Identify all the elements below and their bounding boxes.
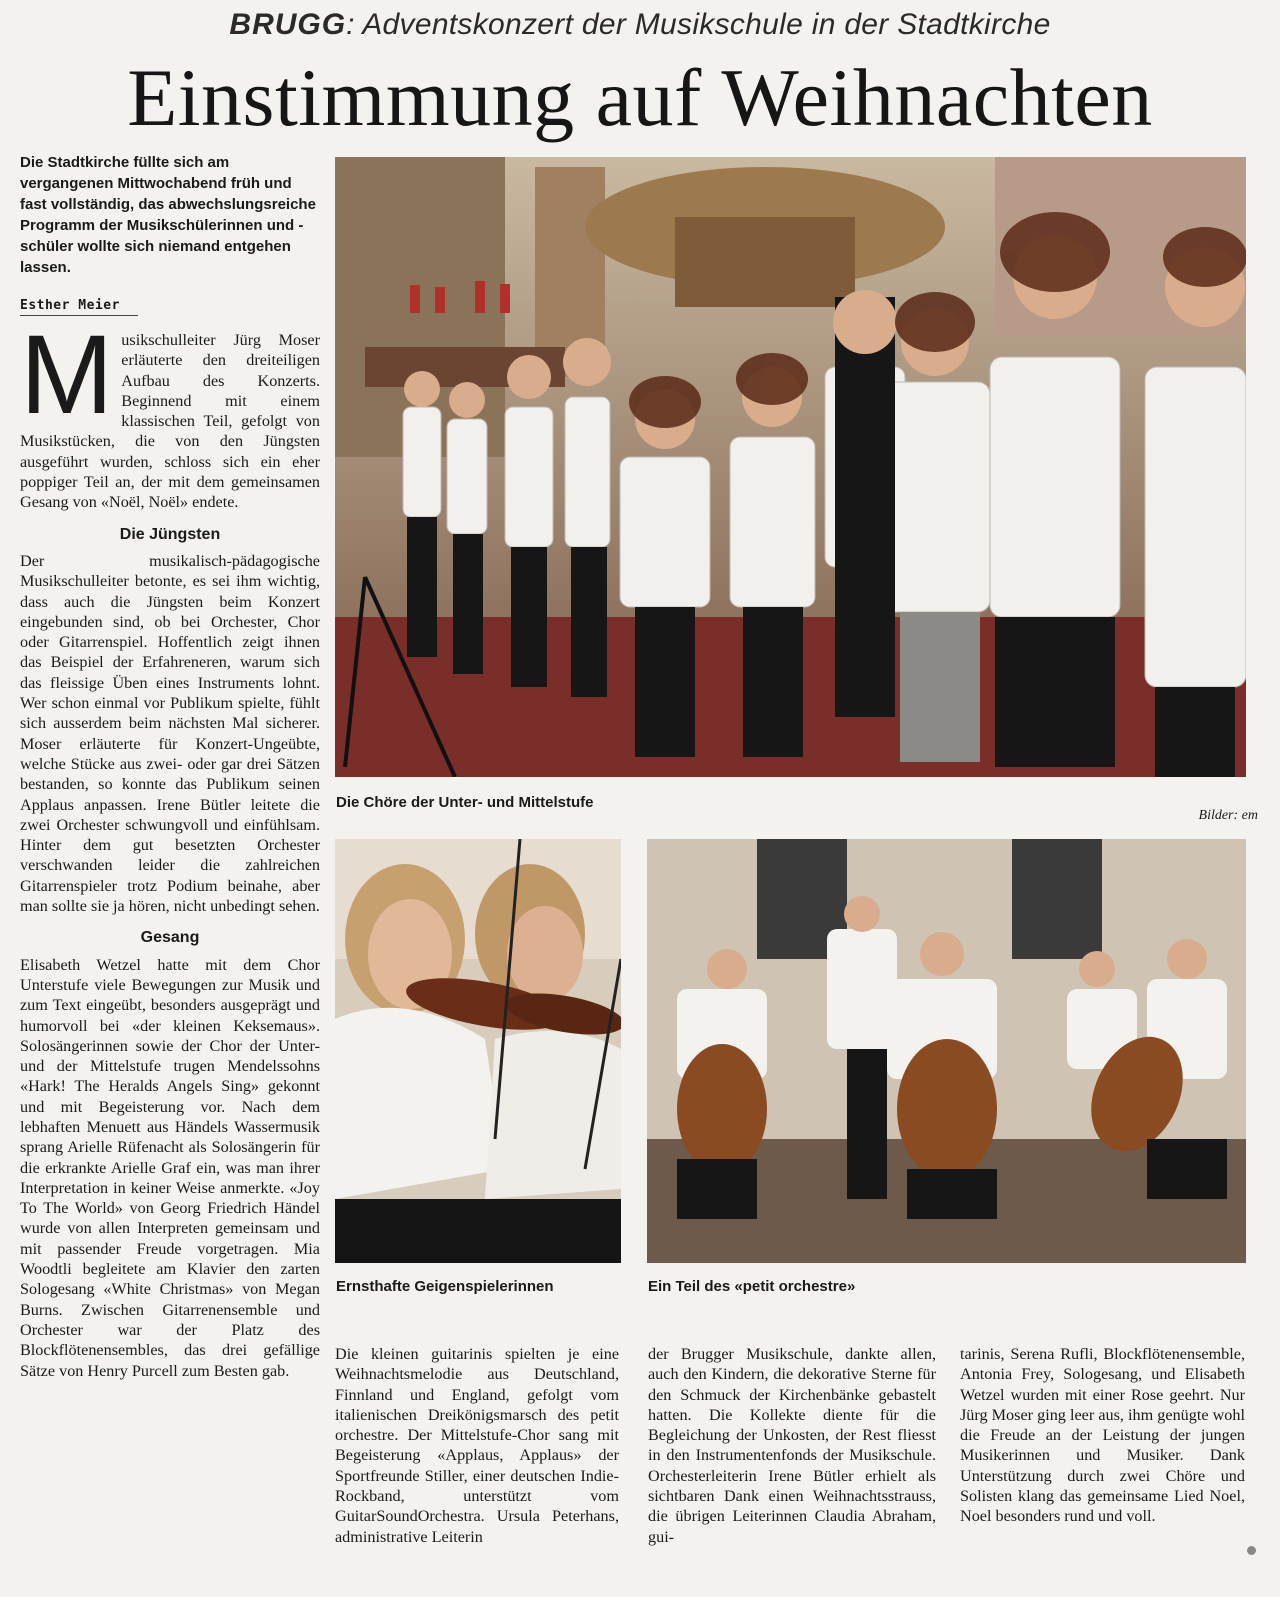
violin-photo: [335, 839, 621, 1263]
article-column-1: [20, 312, 320, 1381]
paragraph-gesang: Elisabeth Wetzel hatte mit dem Chor Unterstufe viele Bewegungen zur Musik und zum Text eingeübt, besonders ausgeprägt und humorvoll bei «der kleinen Keksemaus». Solosängerinnen sowie der Chor der Unter- und der Mittelstufe trugen Mendelssohns «Hark! The Heralds Angels Sing» gekonnt und mit Begeisterung vor. Nach dem lebhaften Menuett aus Händels Wassermusik sprang Arielle Rüfenacht als Solosängerin für die erkrankte Arielle Graf ein, was man ihrer Interpretation in keiner Weise anmerkte. «Joy To The World» von Georg Friedrich Händel wurde von allen Interpreten gemeinsam und mit passender Freude vorgetragen. Mia Woodtli begleitete am Klavier den zarten Sologesang «White Christmas» von Megan Burns. Zwischen Gitarrenensemble und Orchester war der Platz des Blockflötenensembles, das drei gefällige Sätze von Henry Purcell zum Besten gab.: [20, 955, 320, 1380]
orchestra-photo-illustration: [647, 839, 1246, 1263]
orchestra-photo: [647, 839, 1246, 1263]
kicker-place: BRUGG: [229, 8, 347, 41]
column-2-text: Die kleinen guitarinis spielten je eine Weihnachtsmelodie aus Deutschland, Finnland und England, gefolgt vom italienischen Dreikönigsmarsch des petit orchestre. Der Mittelstufe-Chor sang mit Begeisterung «Applaus, Applaus» der Sportfreunde Stiller, einer deutschen Indie-Rockband, unterstützt vom GuitarSoundOrchestra. Ursula Peterhans, administrative Leiterin: [335, 1345, 619, 1546]
violin-caption: Ernsthafte Geigenspielerinnen: [336, 1278, 554, 1295]
kicker-line: [0, 8, 1280, 42]
choir-photo-illustration: [335, 157, 1246, 777]
paragraph-jungsten: Der musikalisch-pädagogische Musikschulleiter betonte, es sei ihm wichtig, dass auch die Jüngsten beim Konzert eingebunden sind, ob bei Orchester, Chor oder Gitarrenspiel. Hoffentlich zeigt ihnen das Beispiel der Erfahreneren, warum sich das fleissige Üben eines Instruments lohnt. Wer schon einmal vor Publikum spielte, fühlt sich ausserdem beim nächsten Mal sicherer. Moser erläuterte für Konzert-Ungeübte, welche Stücke aus zwei- oder gar drei Sätzen bestanden, so konnte das Publikum seinen Applaus anpassen. Irene Bütler leitete die zwei Orchester schwungvoll und einfühlsam. Hinter dem gut besetzten Orchester verschwanden leider die zahlreichen Gitarrenspieler trotz Podium beinahe, aber man sollte sie ja hören, nicht unbedingt sehen.: [20, 551, 320, 916]
author-byline: Esther Meier: [20, 298, 138, 316]
column-4-text: tarinis, Serena Rufli, Blockflötenensemble, Antonia Frey, Sologesang, und Elisabeth Wetzel wurden mit einer Rose geehrt. Nur Jürg Moser ging leer aus, ihm genügte wohl die Freude an der Leistung der jungen Musikerinnen und Musiker. Dank Unterstützung durch zwei Chöre und Solisten klang das gemeinsame Lied Noel, Noel besonders rund und voll.: [960, 1345, 1245, 1526]
drop-cap: M: [20, 312, 114, 437]
subheading-gesang: Gesang: [140, 929, 200, 947]
kicker-text: : Adventskonzert der Musikschule in der Stadtkirche: [346, 8, 1051, 41]
article-column-3: [648, 1344, 936, 1547]
intro-paragraph: [20, 312, 320, 513]
choir-photo: [335, 157, 1246, 777]
subheading-jungsten: Die Jüngsten: [119, 525, 221, 543]
lead-paragraph: Die Stadtkirche füllte sich am vergangenen Mittwochabend früh und fast vollständig, das abwechslungsreiche Programm der Musikschülerinnen und -schüler wollte sich niemand entgehen lassen.: [20, 154, 316, 276]
end-of-article-mark: [1247, 1546, 1256, 1555]
photo-credit: Bilder: em: [1198, 808, 1258, 823]
intro-text: usikschulleiter Jürg Moser erläuterte den dreiteiligen Aufbau des Konzerts. Beginnend mit einem klassischen Teil, gefolgt von Musikstücken, die von den Jüngsten ausgeführt wurden, schloss sich ein eher poppiger Teil an, der mit dem gemeinsamen Gesang von «Noël, Noël» endete.: [20, 331, 320, 512]
article-column-2: [335, 1344, 619, 1547]
article-column-4: [960, 1344, 1245, 1527]
headline: Einstimmung auf Weihnachten: [127, 52, 1153, 143]
orchestra-caption: Ein Teil des «petit orchestre»: [648, 1278, 856, 1295]
column-3-text: der Brugger Musikschule, dankte allen, auch den Kindern, die dekorative Sterne für den Schmuck der Kirchenbänke gebastelt hatten. Die Kollekte diente für die Begleichung der Unkosten, der Rest fliesst in den Instrumentenfonds der Musikschule. Orchesterleiterin Irene Bütler erhielt als sichtbaren Dank einen Weihnachtsstrauss, die übrigen Leiterinnen Claudia Abraham, gui-: [648, 1345, 936, 1546]
violin-photo-illustration: [335, 839, 621, 1263]
choir-caption: Die Chöre der Unter- und Mittelstufe: [336, 794, 594, 811]
